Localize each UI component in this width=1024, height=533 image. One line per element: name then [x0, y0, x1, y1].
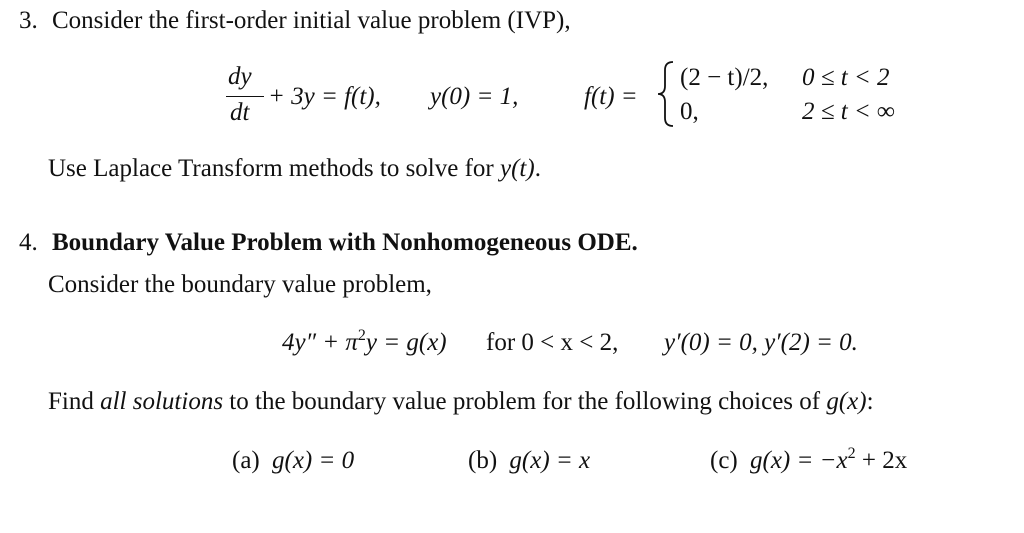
instruction-text: Use Laplace Transform methods to solve for	[48, 155, 494, 182]
derivative-denominator: dt	[230, 99, 250, 126]
part-a	[232, 448, 354, 473]
piecewise-lhs: f(t) =	[584, 83, 638, 110]
problem-3-intro: Consider the first-order initial value problem (IVP),	[52, 7, 571, 34]
fraction-bar	[226, 96, 264, 97]
part-a-expression: g(x) = 0	[272, 447, 355, 474]
instruction-period: .	[534, 155, 541, 182]
part-c-expression: g(x) = −x	[750, 447, 848, 474]
find-text: Find	[48, 388, 94, 415]
part-c-exponent: 2	[847, 445, 856, 462]
bvp-domain: for 0 < x < 2,	[486, 329, 619, 356]
problem-3-instruction	[48, 156, 541, 181]
problem-4-title: Boundary Value Problem with Nonhomogeneous ODE.	[52, 229, 638, 256]
boundary-conditions: y′(0) = 0, y′(2) = 0.	[664, 329, 858, 356]
equation-rest: y = g(x)	[365, 329, 447, 356]
derivative-numerator: dy	[228, 63, 252, 90]
find-colon: :	[866, 388, 874, 415]
find-emphasis: all solutions	[100, 388, 224, 415]
problem-4-number: 4.	[19, 229, 38, 256]
problem-4-instruction	[48, 389, 874, 414]
part-a-label: (a)	[232, 447, 260, 474]
case-1-expression: (2 − t)/2,	[680, 64, 769, 91]
instruction-variable: y(t)	[500, 155, 535, 182]
equation-exponent: 2	[357, 327, 366, 344]
derivative-fraction	[226, 64, 266, 128]
part-c	[710, 445, 908, 474]
problem-3-heading	[19, 8, 571, 33]
problem-4-intro: Consider the boundary value problem,	[48, 271, 432, 298]
case-2-condition: 2 ≤ t < ∞	[802, 98, 895, 125]
part-b-label: (b)	[468, 447, 498, 474]
ode-rhs: + 3y = f(t),	[268, 83, 381, 110]
equation-lhs: 4y″ + π	[282, 329, 358, 356]
bvp-equation	[282, 327, 447, 356]
part-b	[468, 448, 590, 473]
problem-3-number: 3.	[19, 7, 38, 34]
find-variable: g(x)	[826, 388, 867, 415]
find-rest: to the boundary value problem for the following choices of	[229, 388, 821, 415]
part-b-expression: g(x) = x	[509, 447, 591, 474]
part-c-tail: + 2x	[855, 447, 908, 474]
part-c-label: (c)	[710, 447, 738, 474]
initial-condition: y(0) = 1,	[430, 83, 519, 110]
case-1-condition: 0 ≤ t < 2	[802, 64, 890, 91]
case-2-expression: 0,	[680, 98, 699, 125]
left-brace-icon	[655, 60, 677, 128]
problem-4-heading	[19, 230, 638, 255]
